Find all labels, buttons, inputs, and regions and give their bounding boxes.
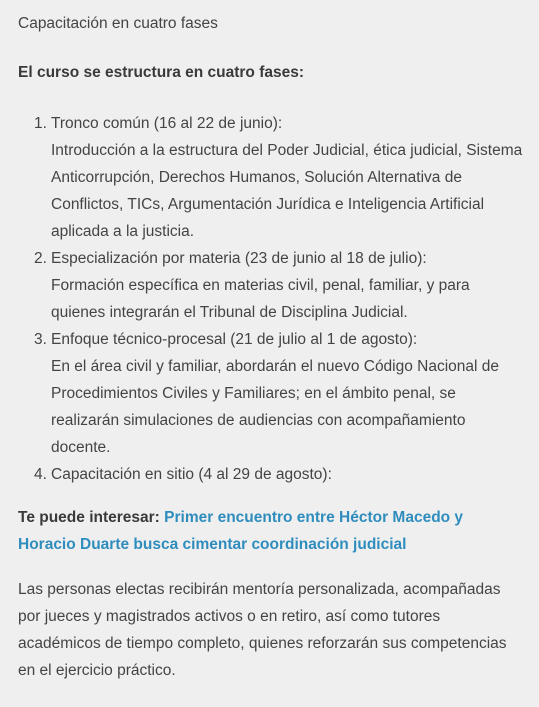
closing-paragraph: Las personas electas recibirán mentoría personalizada, acompañadas por jueces y magistrados activos o en retiro, así como tutores académicos de tiempo completo, quienes reforzarán sus competencias en el ejercicio práctico. xyxy=(18,581,507,679)
related-article xyxy=(18,504,525,558)
phase-description: Introducción a la estructura del Poder Judicial, ética judicial, Sistema Anticorrupción, Derechos Humanos, Solución Alternativa de Conflictos, TICs, Argumentación Jurídica e Inteligencia Artificial aplicada a la justicia. xyxy=(51,142,523,240)
list-item-number: 2. xyxy=(34,250,47,267)
phase-title: Especialización por materia (23 de junio al 18 de julio): xyxy=(51,250,427,267)
related-label: Te puede interesar: xyxy=(18,509,160,526)
section-heading: Capacitación en cuatro fases xyxy=(18,15,218,32)
phase-title: Tronco común (16 al 22 de junio): xyxy=(51,115,283,132)
phase-description: En el área civil y familiar, abordarán el nuevo Código Nacional de Procedimientos Civiles y Familiares; en el ámbito penal, se realizarán simulaciones de audiencias con acompañamiento docente. xyxy=(51,358,500,456)
related-article-link[interactable]: Primer encuentro entre Héctor Macedo y Horacio Duarte busca cimentar coordinación judicial xyxy=(18,509,464,553)
lead-paragraph: El curso se estructura en cuatro fases: xyxy=(18,64,305,81)
list-item xyxy=(34,110,525,245)
list-item xyxy=(34,245,525,326)
list-item xyxy=(34,326,525,461)
list-item-number: 1. xyxy=(34,115,47,132)
list-item-number: 4. xyxy=(34,466,47,483)
phase-title: Enfoque técnico-procesal (21 de julio al 1 de agosto): xyxy=(51,331,418,348)
list-item-number: 3. xyxy=(34,331,47,348)
list-item xyxy=(34,461,525,488)
phases-list xyxy=(18,110,525,488)
phase-title: Capacitación en sitio (4 al 29 de agosto): xyxy=(51,466,332,483)
phase-description: Formación específica en materias civil, penal, familiar, y para quienes integrarán el Tribunal de Disciplina Judicial. xyxy=(51,277,470,321)
